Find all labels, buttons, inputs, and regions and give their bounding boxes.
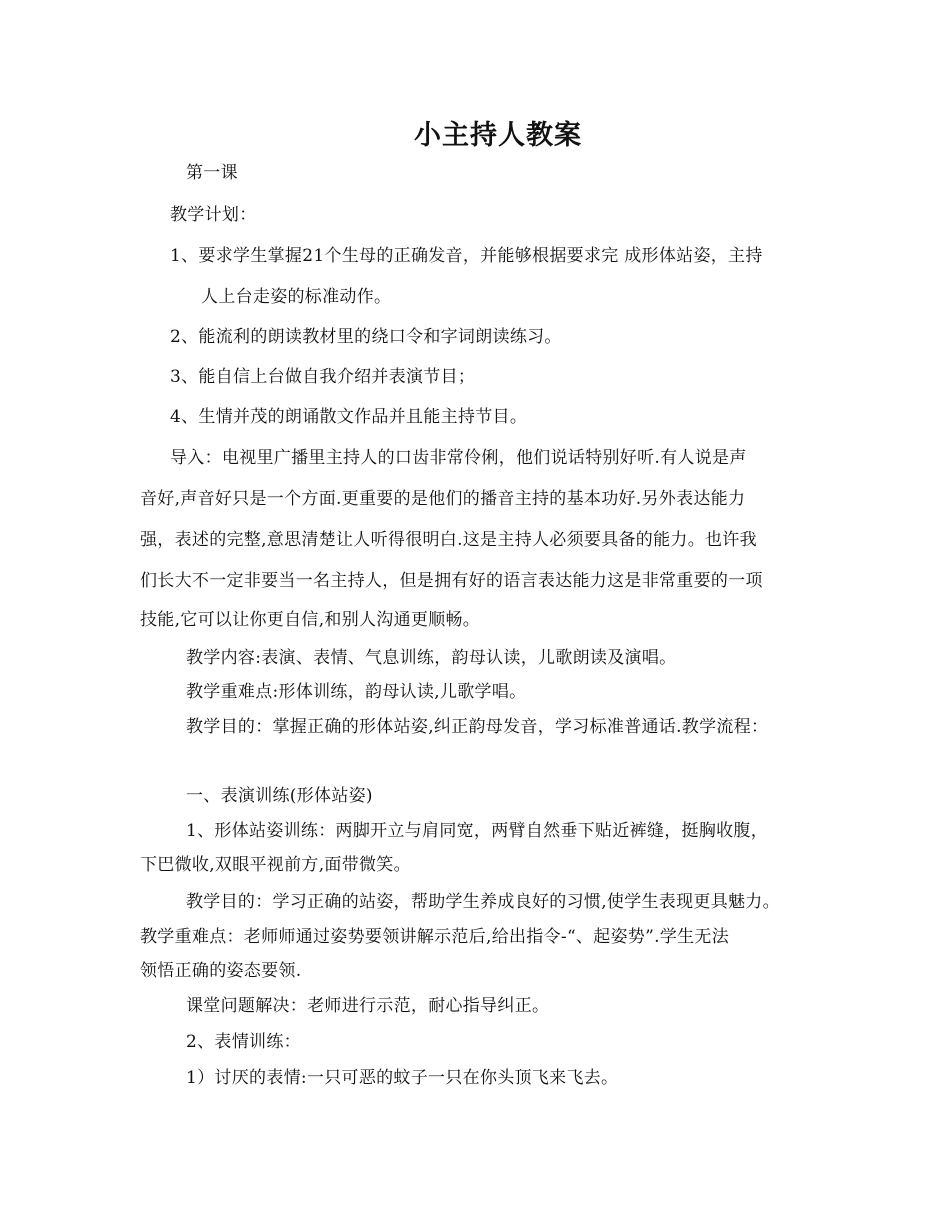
intro-line-2: 音好,声音好只是一个方面.更重要的是他们的播音主持的基本功好.另外表达能力 [140,489,746,509]
section-1-item-2: 2、表情训练： [186,1032,301,1052]
teaching-key-points: 教学重难点:形体训练，韵母认读,儿歌学唱。 [186,682,527,702]
lesson-label: 第一课 [186,163,238,183]
section-1-heading: 一、表演训练(形体站姿) [186,786,373,806]
teaching-goal: 教学目的：掌握正确的形体站姿,纠正韵母发音，学习标准普通话.教学流程： [186,717,769,737]
intro-line-3: 强，表述的完整,意思清楚让人听得很明白.这是主持人必须要具备的能力。也许我 [140,530,757,550]
section-1-difficulty-line-2: 领悟正确的姿态要领. [140,961,302,981]
plan-item-3: 3、能自信上台做自我介绍并表演节目； [170,367,476,387]
intro-line-5: 技能,它可以让你更自信,和别人沟通更顺畅。 [140,610,481,630]
section-1-item-1-line-1: 1、形体站姿训练：两脚开立与肩同宽，两臂自然垂下贴近裤缝，挺胸收腹， [186,821,769,841]
plan-item-2: 2、能流利的朗读教材里的绕口令和字词朗读练习。 [170,327,562,347]
teaching-content: 教学内容:表演、表情、气息训练，韵母认读，儿歌朗读及演唱。 [186,648,677,668]
section-1-item-1-line-2: 下巴微收,双眼平视前方,面带微笑。 [140,855,411,875]
page-title: 小主持人教案 [414,120,582,151]
plan-item-4: 4、生情并茂的朗诵散文作品并且能主持节目。 [170,407,528,427]
plan-item-1-line-2: 人上台走姿的标准动作。 [201,287,392,307]
section-1-goal: 教学目的：学习正确的站姿，帮助学生养成良好的习惯,使学生表现更具魅力。 [186,892,780,912]
plan-heading: 教学计划： [170,205,257,225]
plan-item-1-line-1: 1、要求学生掌握21个生母的正确发音，并能够根据要求完 成形体站姿，主持 [170,246,763,266]
section-1-difficulty-line-1: 教学重难点：老师师通过姿势要领讲解示范后,给出指令-“、起姿势”.学生无法 [140,927,730,947]
section-1-solution: 课堂问题解决：老师进行示范，耐心指导纠正。 [186,996,550,1016]
section-1-item-2-sub-1: 1）讨厌的表情:一只可恶的蚊子一只在你头顶飞来飞去。 [186,1068,619,1088]
intro-line-4: 们长大不一定非要当一名主持人，但是拥有好的语言表达能力这是非常重要的一项 [140,571,763,591]
intro-line-1: 导入：电视里广播里主持人的口齿非常伶俐，他们说话特别好听.有人说是声 [170,448,747,468]
